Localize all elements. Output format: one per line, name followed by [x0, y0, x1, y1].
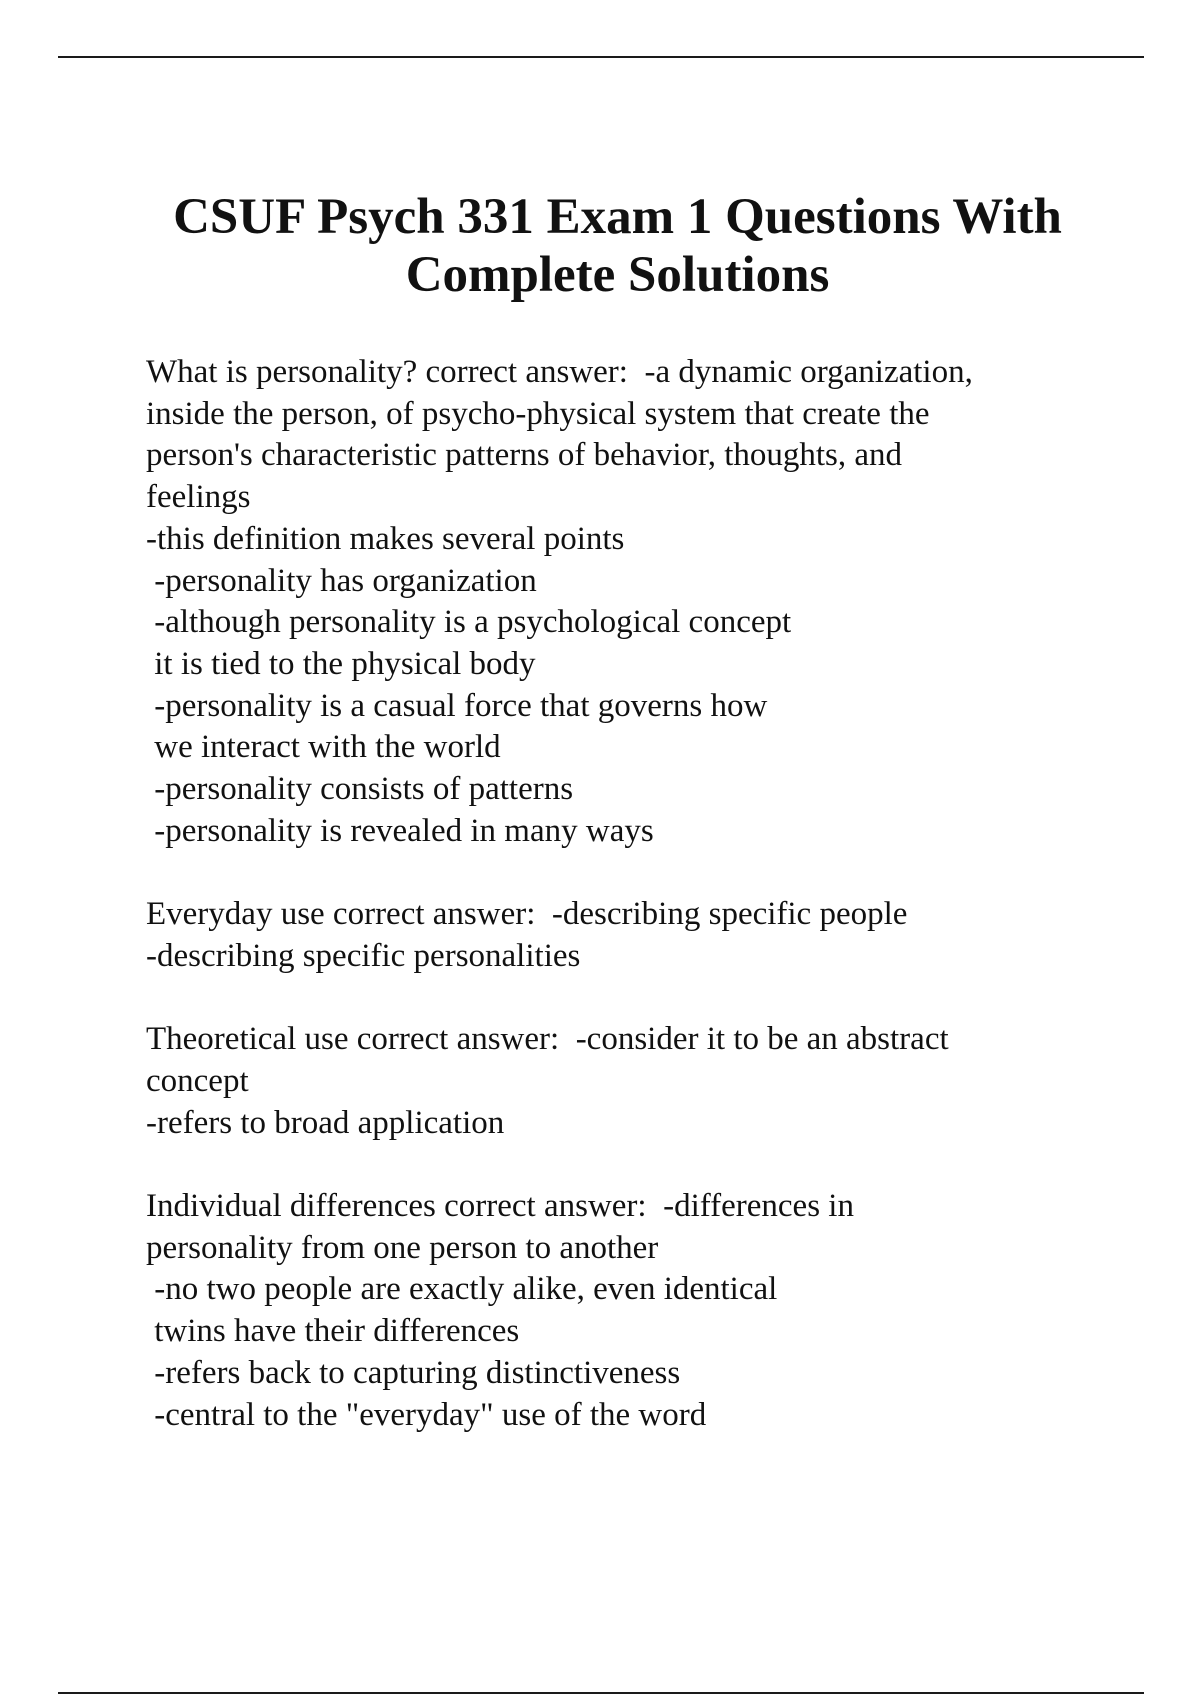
text-line: twins have their differences: [146, 1313, 520, 1350]
bottom-divider: [58, 1692, 1144, 1694]
text-line: -central to the "everyday" use of the word: [146, 1396, 707, 1433]
text-line: Everyday use correct answer: -describing specific people: [146, 896, 908, 933]
text-line: -refers to broad application: [146, 1104, 505, 1141]
text-line: -personality is revealed in many ways: [146, 812, 654, 849]
text-line: What is personality? correct answer: -a dynamic organization,: [146, 354, 973, 390]
text-line: -although personality is a psychological concept: [146, 604, 792, 641]
qa-entry-personality: [146, 352, 1146, 852]
text-line: Theoretical use correct answer: -consider it to be an abstract: [146, 1021, 949, 1058]
text-line: inside the person, of psycho-physical system that create the: [146, 395, 930, 432]
text-line: -personality has organization: [146, 562, 537, 599]
top-divider: [58, 56, 1144, 58]
text-line: feelings: [146, 479, 251, 516]
qa-entry-individual-differences: [146, 1186, 1146, 1436]
text-line: -this definition makes several points: [146, 520, 625, 557]
text-line: it is tied to the physical body: [146, 645, 536, 682]
qa-entry-theoretical-use: [146, 1019, 1146, 1144]
text-line: -no two people are exactly alike, even identical: [146, 1271, 778, 1308]
text-line: -personality consists of patterns: [146, 771, 574, 808]
title-line: Complete Solutions: [405, 247, 830, 303]
text-line: concept: [146, 1062, 249, 1099]
text-line: Individual differences correct answer: -differences in: [146, 1188, 854, 1225]
text-line: person's characteristic patterns of behavior, thoughts, and: [146, 437, 903, 474]
text-line: -describing specific personalities: [146, 937, 581, 974]
text-line: personality from one person to another: [146, 1229, 659, 1266]
qa-entry-everyday-use: [146, 894, 1146, 977]
text-line: we interact with the world: [146, 729, 501, 766]
title-line: CSUF Psych 331 Exam 1 Questions With: [173, 189, 1062, 245]
text-line: -refers back to capturing distinctiveness: [146, 1354, 681, 1391]
document-body: [146, 352, 1146, 1478]
page-title: [60, 188, 1175, 304]
text-line: -personality is a casual force that governs how: [146, 687, 768, 724]
